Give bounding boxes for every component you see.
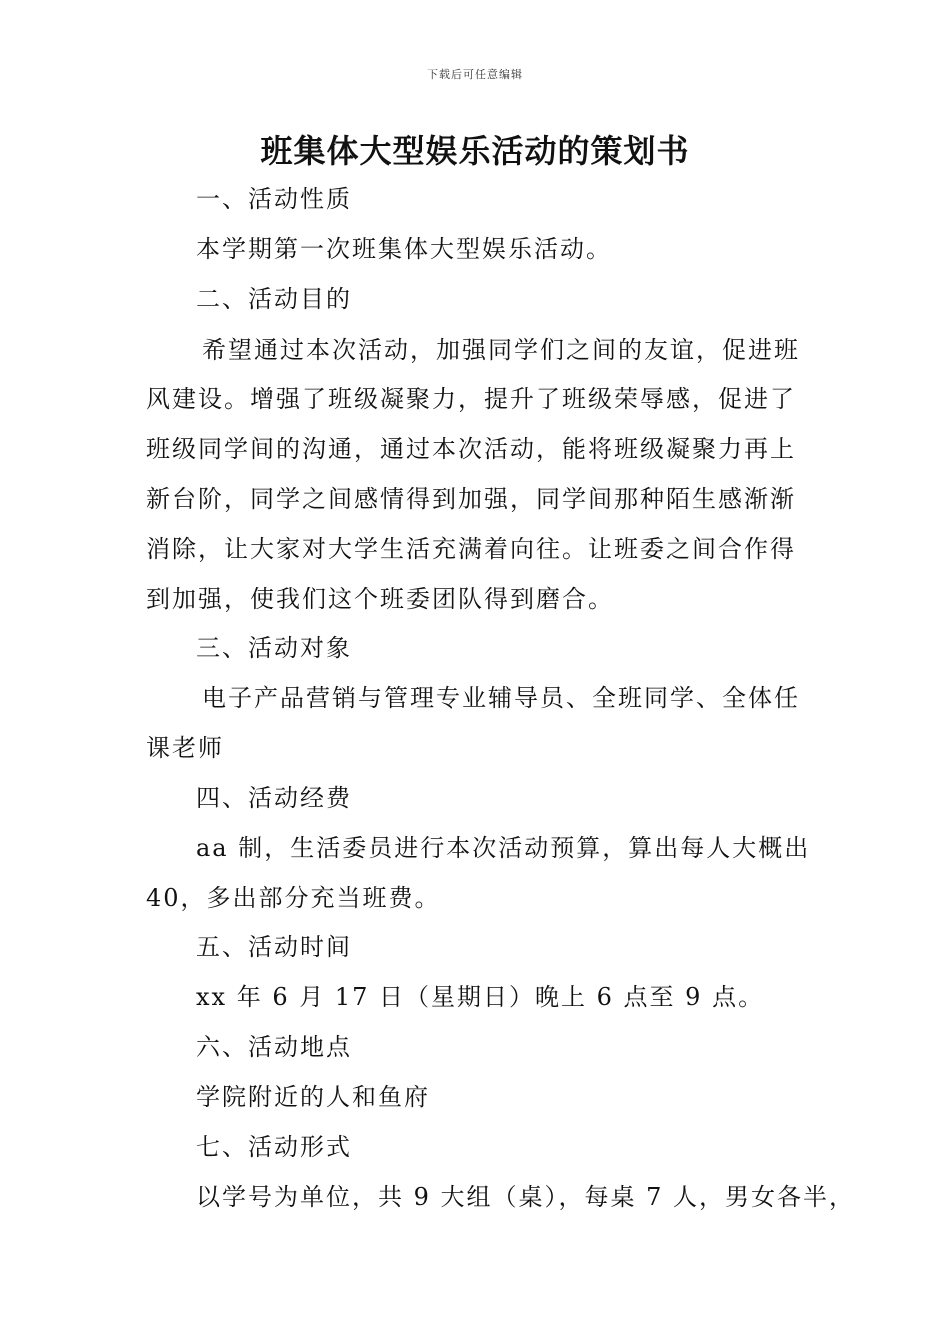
section-text-nature: 本学期第一次班集体大型娱乐活动。	[196, 235, 612, 263]
purpose-line-5: 消除，让大家对大学生活充满着向往。让班委之间合作得	[146, 535, 796, 563]
section-heading-time: 五、活动时间	[196, 933, 352, 961]
section-heading-format: 七、活动形式	[196, 1133, 352, 1161]
section-heading-location: 六、活动地点	[196, 1033, 352, 1061]
purpose-line-2: 风建设。增强了班级凝聚力，提升了班级荣辱感，促进了	[146, 385, 796, 413]
section-heading-purpose: 二、活动目的	[196, 285, 352, 313]
purpose-line-6: 到加强，使我们这个班委团队得到磨合。	[146, 585, 614, 613]
section-heading-budget: 四、活动经费	[196, 784, 352, 812]
purpose-line-3: 班级同学间的沟通，通过本次活动，能将班级凝聚力再上	[146, 435, 796, 463]
section-text-time: xx 年 6 月 17 日（星期日）晚上 6 点至 9 点。	[196, 983, 765, 1011]
audience-line-1: 电子产品营销与管理专业辅导员、全班同学、全体任	[202, 684, 800, 712]
audience-line-2: 课老师	[146, 734, 224, 762]
document-title: 班集体大型娱乐活动的策划书	[260, 132, 690, 170]
budget-line-1: aa 制，生活委员进行本次活动预算，算出每人大概出	[196, 834, 811, 862]
budget-line-2: 40，多出部分充当班费。	[146, 884, 441, 912]
purpose-line-1: 希望通过本次活动，加强同学们之间的友谊，促进班	[202, 336, 800, 364]
section-heading-audience: 三、活动对象	[196, 634, 352, 662]
header-note: 下载后可任意编辑	[427, 68, 523, 81]
purpose-line-4: 新台阶，同学之间感情得到加强，同学间那种陌生感渐渐	[146, 485, 796, 513]
section-heading-nature: 一、活动性质	[196, 185, 352, 213]
section-text-location: 学院附近的人和鱼府	[196, 1083, 430, 1111]
section-text-format: 以学号为单位，共 9 大组（桌），每桌 7 人，男女各半，	[196, 1183, 856, 1211]
